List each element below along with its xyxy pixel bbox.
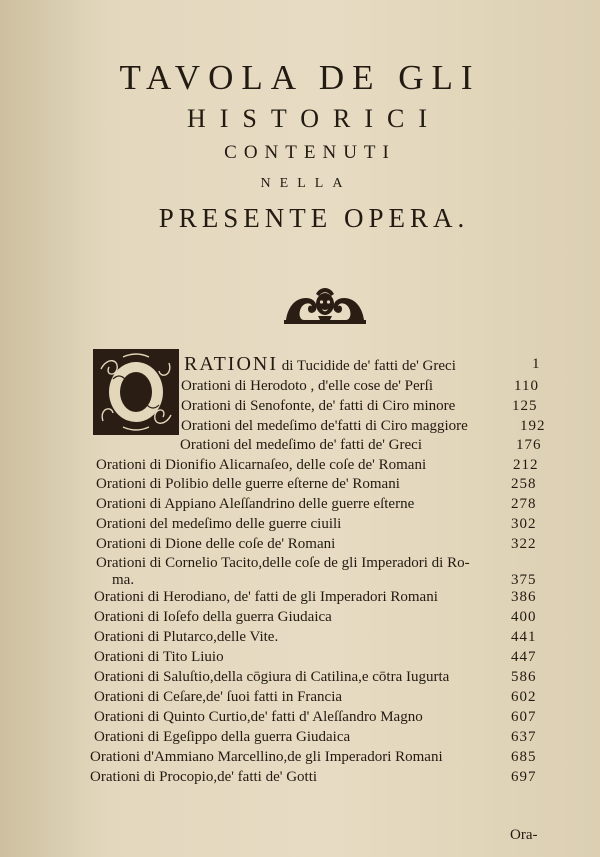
entry-text: Orationi del medeſimo de' fatti de' Greci	[180, 437, 422, 453]
entry-page: 192	[520, 418, 546, 434]
entry-text: Orationi di Ceſare,de' ſuoi fatti in Francia	[94, 689, 343, 705]
entry-text: Orationi di Appiano Aleſſandrino delle guerre eſterne	[96, 496, 415, 512]
title-line-4: NELLA	[260, 176, 352, 191]
entry-text: Orationi di Herodoto , d'elle cose de' Perſi	[181, 378, 434, 394]
entry-text: Orationi d'Ammiano Marcellino,de gli Imperadori Romani	[90, 749, 443, 765]
entry-page: 1	[532, 356, 541, 372]
decorated-initial-o-icon	[93, 349, 179, 435]
entry-text: Orationi di Quinto Curtio,de' fatti d' Aleſſandro Magno	[94, 709, 423, 725]
entry-page: 441	[511, 629, 537, 645]
entry-page: 447	[511, 649, 537, 665]
entry-text: Orationi di Senofonte, de' fatti di Ciro minore	[181, 398, 456, 414]
entry-page: 302	[511, 516, 537, 532]
entry-text: ma.	[112, 572, 135, 588]
entry-page: 386	[511, 589, 537, 605]
entry-first-word: RATIONI	[184, 353, 278, 375]
title-line-3: CONTENUTI	[224, 142, 396, 163]
entry-text: Orationi di Egeſippo della guerra Giudaica	[94, 729, 351, 745]
title-line-1: TAVOLA DE GLI	[119, 58, 481, 97]
entry-text: Orationi del medeſimo delle guerre ciuili	[96, 516, 342, 532]
entry-page: 212	[513, 457, 539, 473]
entry-page: 375	[511, 572, 537, 588]
entry-page: 637	[511, 729, 537, 745]
title-line-2: HISTORICI	[186, 104, 442, 133]
entry-page: 278	[511, 496, 537, 512]
entry-text: Orationi del medeſimo de'fatti di Ciro maggiore	[181, 418, 468, 434]
entry-text: Orationi di Dione delle coſe de' Romani	[96, 536, 336, 552]
entry-page: 685	[511, 749, 537, 765]
entry-text: Orationi di Tito Liuio	[94, 649, 224, 665]
entry-page: 586	[511, 669, 537, 685]
entry-text: Orationi di Polibio delle guerre eſterne de' Romani	[96, 476, 400, 492]
entry-page: 176	[516, 437, 542, 453]
entry-text: Orationi di Cornelio Tacito,delle coſe de gli Imperadori di Ro-	[96, 555, 470, 571]
catchword: Ora-	[510, 827, 538, 843]
entry-page: 602	[511, 689, 537, 705]
entry-text: Orationi di Procopio,de' fatti de' Gotti	[90, 769, 318, 785]
entry-page: 400	[511, 609, 537, 625]
entry-page: 110	[514, 378, 539, 394]
entry-page: 125	[512, 398, 538, 414]
entry-text: Orationi di Herodiano, de' fatti de gli Imperadori Romani	[94, 589, 438, 605]
title-line-5: PRESENTE OPERA.	[158, 203, 470, 233]
entry-page: 258	[511, 476, 537, 492]
entry-page: 607	[511, 709, 537, 725]
entry-page: 322	[511, 536, 537, 552]
entry-page: 697	[511, 769, 537, 785]
entry-text: Orationi di Saluſtio,della cōgiura di Catilina,e cōtra Iugurta	[94, 669, 450, 685]
entry-text: di Tucidide de' fatti de' Greci	[281, 358, 456, 374]
entry-text: Orationi di Ioſefo della guerra Giudaica	[94, 609, 332, 625]
entry-text: Orationi di Dionifio Alicarnaſeo, delle coſe de' Romani	[96, 457, 427, 473]
headpiece-ornament-icon	[282, 284, 368, 326]
entry-text: Orationi di Plutarco,delle Vite.	[94, 629, 279, 645]
